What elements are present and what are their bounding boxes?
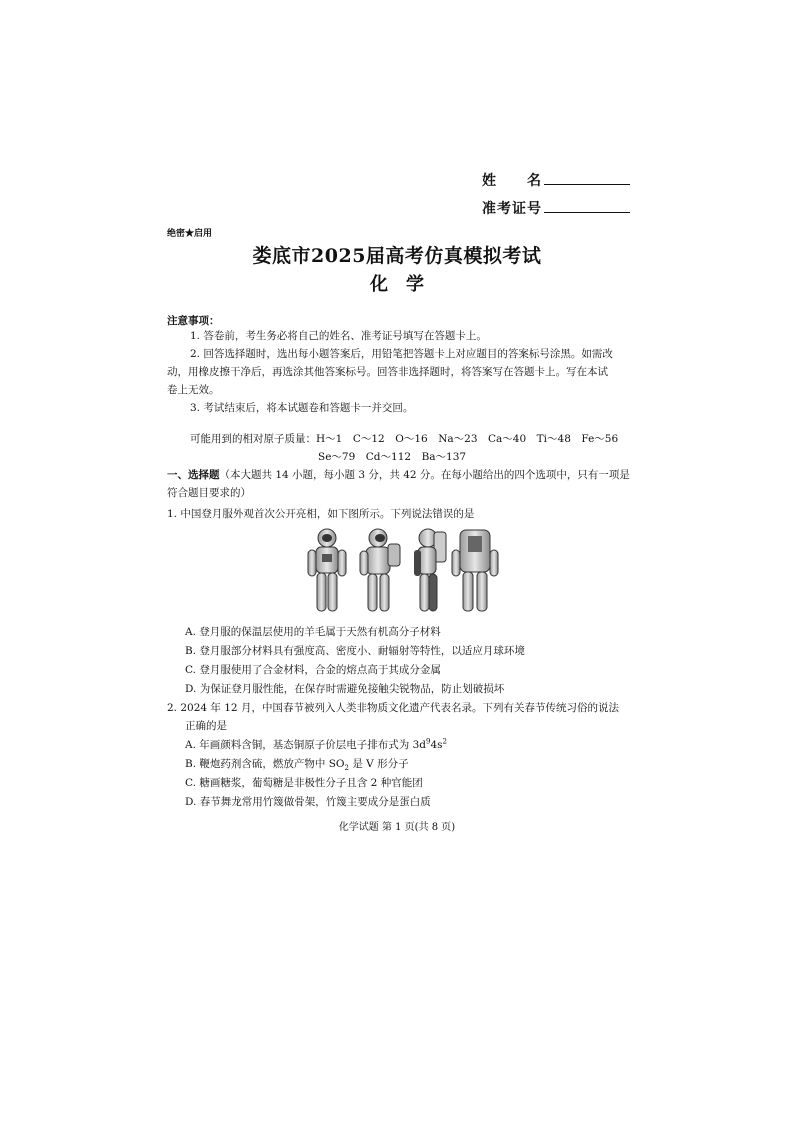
exam-id-blank — [544, 200, 630, 213]
q2-option-c: C. 糖画糖浆，葡萄糖是非极性分子且含 2 种官能团 — [185, 777, 423, 789]
notice-item-2: 2. 回答选择题时，选出每小题答案后，用铅笔把答题卡上对应题目的答案标号涂黑。如需改 — [190, 348, 613, 360]
spacesuit-side-icon — [414, 529, 446, 611]
notice-item-2-cont: 动，用橡皮擦干净后，再选涂其他答案标号。回答非选择题时，将答案写在答题卡上。写在本试 — [167, 366, 608, 378]
q1-stem: 1. 中国登月服外观首次公开亮相，如下图所示。下列说法错误的是 — [167, 508, 475, 520]
section-1-heading: 一、选择题 — [167, 469, 220, 481]
secret-label: 绝密★启用 — [167, 229, 213, 239]
atomic-mass-line-1: 可能用到的相对原子质量：H～1 C～12 O～16 Na～23 Ca～40 Ti～48 Fe～56 — [190, 433, 619, 445]
q2-stem: 2. 2024 年 12 月，中国春节被列入人类非物质文化遗产代表名录。下列有关春节传统习俗的说法 — [167, 702, 619, 714]
q2-option-d: D. 春节舞龙常用竹篾做骨架，竹篾主要成分是蛋白质 — [185, 796, 431, 808]
section-1-header — [167, 466, 630, 484]
q1-option-b: B. 登月服部分材料具有强度高、密度小、耐辐射等特性，以适应月球环境 — [185, 645, 525, 657]
q1-option-c: C. 登月服使用了合金材料，合金的熔点高于其成分金属 — [185, 664, 441, 676]
page-title: 娄底市2025届高考仿真模拟考试 — [252, 245, 542, 267]
subject-title: 化学 — [370, 274, 442, 295]
notice-item-3: 3. 考试结束后，将本试题卷和答题卡一并交回。 — [190, 402, 414, 414]
exam-id-field — [482, 198, 630, 218]
notice-item-2-end: 卷上无效。 — [167, 384, 220, 396]
spacesuit-figure — [300, 526, 505, 616]
notice-heading: 注意事项： — [167, 315, 220, 327]
section-1-desc-cont: 符合题目要求的） — [167, 487, 251, 499]
name-field — [482, 170, 630, 190]
notice-item-1: 1. 答卷前，考生务必将自己的姓名、准考证号填写在答题卡上。 — [190, 330, 487, 342]
section-1-desc: （本大题共 14 小题，每小题 3 分，共 42 分。在每小题给出的四个选项中，只有一项是 — [219, 469, 630, 481]
q2-option-b: B. 鞭炮药剂含硫，燃放产物中 $SO_2$ 是 V 形分子 — [185, 758, 409, 773]
q2-option-a: A. 年画颜料含铜，基态铜原子价层电子排布式为 $3d^94s^2$ — [185, 737, 448, 751]
spacesuit-front-icon — [308, 529, 346, 611]
spacesuit-angle-icon — [360, 529, 400, 611]
page-footer: 化学试题 第 1 页(共 8 页) — [338, 822, 456, 833]
q1-option-a: A. 登月服的保温层使用的羊毛属于天然有机高分子材料 — [185, 626, 441, 638]
name-blank — [544, 172, 630, 185]
name-label: 姓 名 — [482, 173, 542, 189]
atomic-mass-line-2: Se～79 Cd～112 Ba～137 — [318, 451, 467, 463]
q1-option-d: D. 为保证登月服性能，在保存时需避免接触尖锐物品，防止划破损坏 — [185, 683, 505, 695]
q2-stem-cont: 正确的是 — [185, 720, 227, 732]
spacesuit-back-icon — [452, 530, 498, 611]
exam-id-label: 准考证号 — [482, 201, 542, 217]
